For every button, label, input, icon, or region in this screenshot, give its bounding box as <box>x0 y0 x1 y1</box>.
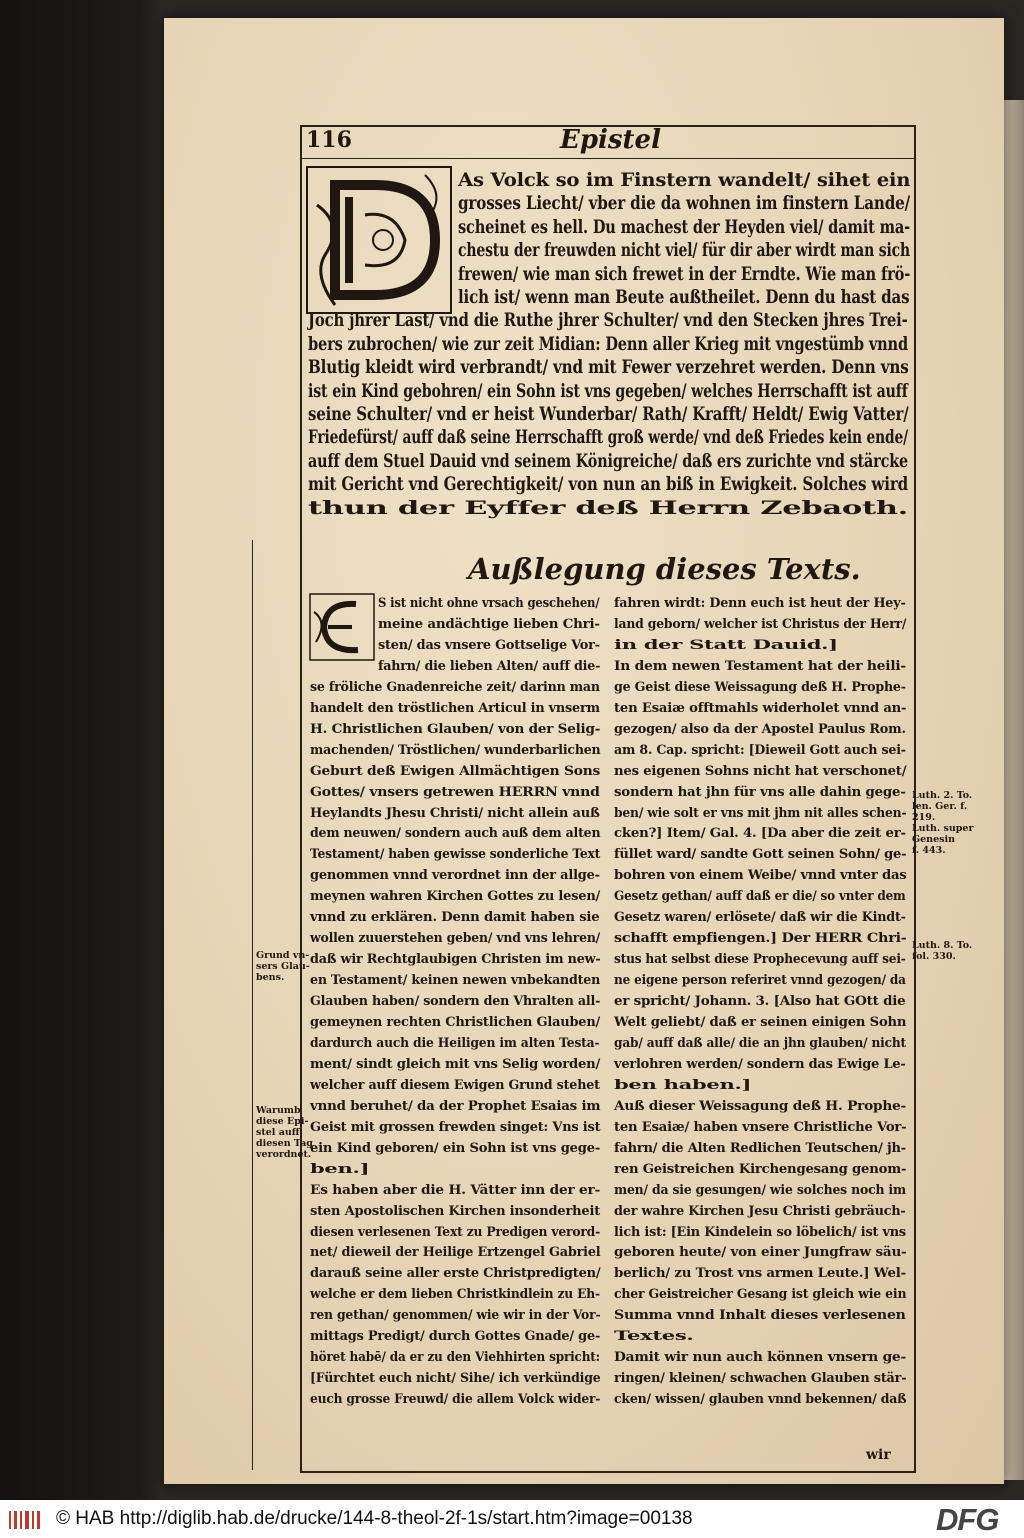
text-line: Auß dieser Weissagung deß H. Prophe- <box>614 1098 907 1114</box>
text-line: der wahre Kirchen Jesu Christi gebräuch- <box>614 1203 906 1219</box>
margin-note-line: Luth. 2. To. <box>912 790 973 801</box>
margin-note-grund <box>256 950 310 983</box>
margin-note-warumb <box>256 1105 313 1160</box>
text-line: se fröliche Gnadenreiche zeit/ darinn man <box>310 679 600 695</box>
text-line: thun der Eyffer deß Herrn Zebaoth. <box>308 497 908 519</box>
text-line: Gesetz gethan/ auff daß er die/ so vnter dem <box>614 889 906 905</box>
catchword: wir <box>866 1447 891 1463</box>
text-line: In dem newen Testament hat der heili- <box>614 658 906 674</box>
text-line: lich ist: [Ein Kindelein so löbelich/ ist vns <box>614 1224 906 1240</box>
text-line: sten Apostolischen Kirchen insonderheit <box>310 1203 601 1219</box>
text-line: gemeynen rechten Christlichen Glauben/ <box>310 1015 601 1030</box>
text-line: cken?] Item/ Gal. 4. [Da aber die zeit er- <box>614 826 906 842</box>
page-number: 116 <box>306 127 352 153</box>
text-line: auff dem Stuel Dauid vnd seinem Königreiche/ daß ers zurichte vnd stärcke <box>308 450 909 472</box>
text-line: füllet ward/ sandte Gott seinen Sohn/ ge- <box>614 847 907 863</box>
text-line: ment/ sindt gleich mit vns Selig worden/ <box>310 1056 601 1072</box>
text-line: Summa vnnd Inhalt dieses verlesenen <box>614 1308 906 1324</box>
text-line: net/ dieweil der Heilige Ertzengel Gabriel <box>310 1245 601 1261</box>
margin-note-line: diesen Tag <box>256 1138 313 1149</box>
margin-note-line: len. Ger. f. <box>912 801 968 812</box>
text-line: men/ da sie gesungen/ wie solches noch im <box>614 1182 906 1198</box>
section-heading: Außlegung dieses Texts. <box>468 552 861 586</box>
text-line: frewen/ wie man sich frewet in der Erndte. Wie man frö- <box>458 263 911 285</box>
text-line: ten Esaiæ offtmahls widerholet vnnd an- <box>614 700 907 716</box>
text-line: verlohren werden/ sondern das Ewige Le- <box>614 1056 906 1072</box>
text-line: H. Christlichen Glauben/ von der Selig- <box>310 721 601 737</box>
margin-rule <box>252 540 253 1470</box>
text-line: mittags Predigt/ durch Gottes Gnade/ ge- <box>310 1329 601 1345</box>
text-line: genommen vnnd verordnet inn der allge- <box>310 868 600 884</box>
text-line: welche er dem lieben Christkindlein zu Eh- <box>310 1287 600 1303</box>
text-line: euch grosse Freuwd/ die allem Volck wider- <box>310 1392 601 1408</box>
text-line: meynen wahren Kirchen Gottes zu lesen/ <box>310 889 601 905</box>
text-line: geboren heute/ von einer Jungfraw säu- <box>614 1245 907 1261</box>
margin-note-line: stel auff <box>256 1127 300 1138</box>
text-line: Welt geliebt/ daß er seinen einigen Sohn <box>614 1015 907 1030</box>
margin-note-line: verordnet. <box>256 1149 312 1160</box>
margin-note-line: diese Epi- <box>256 1116 309 1127</box>
text-line: in der Statt Dauid.] <box>614 637 838 653</box>
text-line: sondern hat jhn für vns alle dahin gege- <box>614 784 906 800</box>
text-line: daß wir Rechtglaubigen Christen im new- <box>310 952 601 968</box>
text-line: höret habē/ da er zu den Viehhirten spricht: <box>310 1350 600 1366</box>
text-line: sten/ das vnsere Gottselige Vor- <box>378 637 600 653</box>
margin-note-line: f. 443. <box>912 845 946 856</box>
margin-note-line: Grund vn- <box>256 950 310 961</box>
text-line: stus hat selbst diese Prophecevung auff sei- <box>614 952 906 968</box>
margin-note-line: Luth. super <box>912 823 974 834</box>
text-line: nes eigenen Sohns nicht hat verschonet/ <box>614 763 907 779</box>
text-line: wollen zuuerstehen geben/ vnd vns lehren/ <box>310 931 601 947</box>
text-line: S ist nicht ohne vrsach geschehen/ <box>378 596 600 611</box>
viewer-footer <box>0 1500 1024 1538</box>
text-line: Joch jhrer Last/ vnd die Ruthe jhrer Schulter/ vnd den Stecken jhres Trei- <box>308 310 908 332</box>
margin-note-line: bens. <box>256 972 285 983</box>
text-line: ne eigene person referiret vnnd gezogen/ da <box>614 973 906 989</box>
text-line: am 8. Cap. spricht: [Dieweil Gott auch sei- <box>614 742 906 758</box>
text-line: gezogen/ also da der Apostel Paulus Rom. <box>614 721 906 737</box>
text-line: Heylandts Jhesu Christi/ nicht allein auß <box>310 805 600 821</box>
library-barcode-icon <box>8 1508 44 1532</box>
text-line: meine andächtige lieben Chri- <box>378 616 600 632</box>
text-line: schafft empfiengen.] Der HERR Chri- <box>614 931 907 947</box>
text-line: gab/ auff daß alle/ die an jhn glauben/ nicht <box>614 1035 906 1051</box>
text-line: Es haben aber die H. Vätter inn der er- <box>310 1182 601 1198</box>
margin-note-line: Warumb <box>256 1105 301 1116</box>
text-line: fahren wirdt: Denn euch ist heut der Hey- <box>614 596 906 611</box>
header-rule <box>300 158 916 159</box>
text-line: scheinet es hell. Du machest der Heyden viel/ damit ma- <box>458 216 910 238</box>
text-line: lich ist/ wenn man Beute außtheilet. Denn du hast das <box>458 287 910 308</box>
text-line: welcher auff diesem Ewigen Grund stehet <box>310 1077 600 1093</box>
margin-note-line: 219. <box>912 812 936 823</box>
text-line: er spricht/ Johann. 3. [Also hat GOtt die <box>614 994 906 1010</box>
text-line: ge Geist diese Weissagung deß H. Prophe- <box>614 679 906 695</box>
decorated-initial-e-icon <box>308 592 376 662</box>
text-line: As Volck so im Finstern wandelt/ sihet ein <box>458 170 911 191</box>
text-line: Glauben haben/ sondern den Vhralten all- <box>310 994 601 1010</box>
dfg-logo: DFG <box>936 1502 999 1537</box>
text-line: fahrn/ die lieben Alten/ auff die- <box>378 658 601 674</box>
text-line: berlich/ zu Trost vns armen Leute.] Wel- <box>614 1266 906 1282</box>
text-line: machenden/ Tröstlichen/ wunderbarlichen <box>310 742 601 758</box>
text-line: dardurch auch die Heiligen im alten Testa- <box>310 1035 600 1051</box>
text-line: ein Kind geboren/ ein Sohn ist vns gege- <box>310 1140 601 1156</box>
text-line: handelt den tröstlichen Articul in vnserm <box>310 700 600 716</box>
running-head: Epistel <box>560 125 661 155</box>
text-line: [Fürchtet euch nicht/ Sihe/ ich verkündige <box>310 1371 601 1387</box>
copyright-url[interactable]: © HAB http://diglib.hab.de/drucke/144-8-theol-2f-1s/start.htm?image=00138 <box>56 1508 693 1529</box>
text-line: dem neuwen/ sondern auch auß dem alten <box>310 826 601 842</box>
text-line: Geburt deß Ewigen Allmächtigen Sons <box>310 763 601 779</box>
text-line: vnnd zu erklären. Denn damit haben sie <box>310 910 600 926</box>
text-line: ren gethan/ genommen/ wie wir in der Vor- <box>310 1308 601 1324</box>
text-line: cher Geistreicher Gesang ist gleich wie ein <box>614 1287 907 1303</box>
text-line: chestu der freuwden nicht viel/ für dir aber wirdt man sich <box>458 240 911 262</box>
text-line: Textes. <box>614 1329 694 1345</box>
margin-note-line: sers Glau- <box>256 961 310 972</box>
margin-note-line: fol. 330. <box>912 951 956 962</box>
text-line: vnnd beruhet/ da der Prophet Esaias im <box>310 1098 601 1114</box>
text-line: Damit wir nun auch können vnsern ge- <box>614 1350 906 1366</box>
text-line: darauß seine aller erste Christpredigten/ <box>310 1266 601 1282</box>
text-line: seine Schulter/ vnd er heist Wunderbar/ Rath/ Krafft/ Heldt/ Ewig Vatter/ <box>308 404 909 425</box>
text-line: ringen/ kleinen/ schwachen Glauben stär- <box>614 1371 907 1387</box>
text-line: ben/ wie solt er vns mit jhm nit alles schen- <box>614 805 907 821</box>
text-line: land geborn/ welcher ist Christus der Herr/ <box>614 616 907 632</box>
margin-note-line: Luth. 8. To. <box>912 940 973 951</box>
text-line: en Testament/ keinen newen vnbekandten <box>310 973 601 989</box>
text-line: diesen verlesenen Text zu Predigen verord- <box>310 1224 601 1240</box>
text-line: Geist mit grossen frewden singet: Vns ist <box>310 1119 601 1135</box>
margin-note-luth-1 <box>912 790 973 856</box>
margin-note-luth-2 <box>912 940 972 962</box>
decorated-initial-d-icon <box>305 165 453 315</box>
text-line: cken/ wissen/ glauben vnnd bekennen/ daß <box>614 1392 907 1408</box>
margin-note-line: Genesin <box>912 834 955 845</box>
text-line: Gesetz waren/ erlösete/ daß wir die Kindt- <box>614 910 906 926</box>
text-line: grosses Liecht/ vber die da wohnen im finstern Lande/ <box>458 193 911 215</box>
text-line: ist ein Kind gebohren/ ein Sohn ist vns gegeben/ welches Herrschafft ist auff <box>308 380 908 402</box>
text-line: bers zubrochen/ wie zur zeit Midian: Denn aller Krieg mit vngestümb vnnd <box>308 333 909 355</box>
text-line: mit Gericht vnd Gerechtigkeit/ von nun an biß in Ewigkeit. Solches wird <box>308 474 909 496</box>
text-line: fahrn/ die Alten Redlichen Teutschen/ jh- <box>614 1140 906 1156</box>
text-line: bohren von einem Weibe/ vnnd vnter das <box>614 868 907 884</box>
text-line: Friedefürst/ auff daß seine Herrschafft groß werde/ vnd deß Friedes kein ende/ <box>308 427 909 449</box>
text-line: ben.] <box>310 1161 370 1177</box>
text-line: ten Esaiæ/ haben vnsere Christliche Vor- <box>614 1119 907 1135</box>
text-line: Gottes/ vnsers getrewen HERRN vnnd <box>310 784 600 800</box>
text-line: ren Geistreichen Kirchengesang genom- <box>614 1161 907 1177</box>
text-line: Blutig kleidt wird verbrandt/ vnd mit Fewer verzehret werden. Denn vns <box>308 357 909 379</box>
text-line: Testament/ haben gewisse sonderliche Text <box>310 847 601 863</box>
text-line: ben haben.] <box>614 1077 752 1093</box>
